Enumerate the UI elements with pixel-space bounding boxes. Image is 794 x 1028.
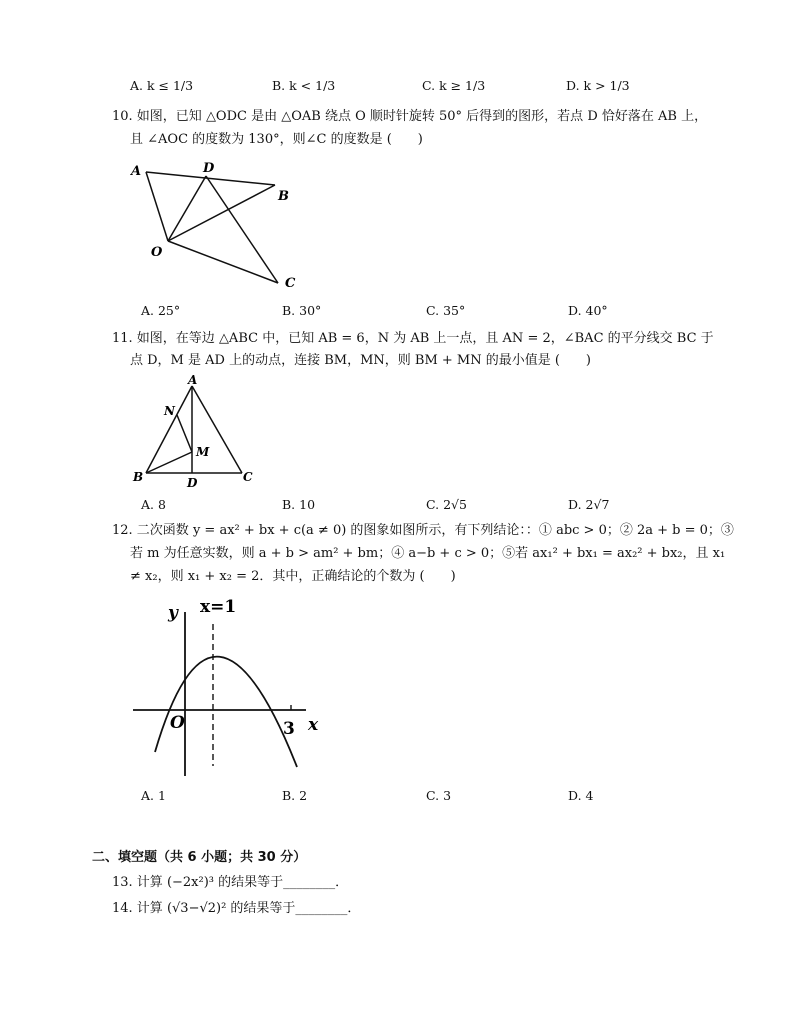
q10-option-a: A. 25° [141, 303, 181, 318]
segment-oc [168, 241, 278, 283]
q11-stem-line2: 点 D，M 是 AD 上的动点，连接 BM，MN，则 BM + MN 的最小值是 ( ) [130, 353, 592, 368]
q11-label-a: A [188, 373, 198, 387]
q9-option-d: D. k > 1/3 [566, 78, 630, 93]
q10-label-b: B [278, 189, 289, 204]
q10-label-d: D [203, 161, 215, 176]
q12-stem-line3: ≠ x₂，则 x₁ + x₂ = 2．其中，正确结论的个数为 ( ) [130, 569, 456, 584]
q12-label-axis: x=1 [200, 597, 237, 617]
q10-label-o: O [151, 245, 163, 260]
q12-option-a: A. 1 [141, 788, 166, 803]
segment-bm [146, 452, 192, 473]
q13-text: 13. 计算 (−2x²)³ 的结果等于________． [112, 875, 349, 890]
q12-option-c: C. 3 [426, 788, 452, 803]
q11-label-c: C [243, 470, 253, 484]
q9-option-b: B. k < 1/3 [272, 78, 336, 93]
segment-ao [146, 172, 168, 241]
q11-option-a: A. 8 [141, 497, 166, 512]
q12-option-b: B. 2 [282, 788, 308, 803]
q10-label-a: A [131, 164, 142, 179]
q12-label-o: O [170, 713, 185, 733]
q10-option-b: B. 30° [282, 303, 322, 318]
q11-label-m: M [196, 445, 210, 459]
segment-ab [146, 386, 192, 473]
q14-text: 14. 计算 (√3−√2)² 的结果等于________． [112, 901, 361, 916]
q11-label-n: N [164, 404, 175, 418]
q9-option-c: C. k ≥ 1/3 [422, 78, 486, 93]
q11-label-d: D [187, 476, 198, 490]
q11-label-b: B [133, 470, 144, 484]
q11-option-d: D. 2√7 [568, 497, 610, 512]
q12-label-3: 3 [283, 719, 295, 739]
q10-stem-line2: 且 ∠AOC 的度数为 130°，则∠C 的度数是 ( ) [130, 132, 423, 147]
parabola-curve [155, 657, 297, 767]
q10-figure [125, 158, 315, 293]
section-title: 二、填空题（共 6 小题；共 30 分） [92, 850, 307, 865]
segment-nm [177, 415, 192, 452]
q12-label-x: x [308, 715, 319, 735]
q12-option-d: D. 4 [568, 788, 594, 803]
q9-option-a: A. k ≤ 1/3 [130, 78, 194, 93]
q12-stem-line2: 若 m 为任意实数，则 a + b > am² + bm；④ a−b + c > 0；⑤若 ax₁² + bx₁ = ax₂² + bx₂，且 x₁ [130, 546, 726, 561]
q11-stem-line1: 11. 如图，在等边 △ABC 中，已知 AB = 6，N 为 AB 上一点，且 AN = 2，∠BAC 的平分线交 BC 于 [112, 331, 714, 346]
q12-label-y: y [168, 603, 178, 623]
q11-option-c: C. 2√5 [426, 497, 467, 512]
q12-stem-line1: 12. 二次函数 y = ax² + bx + c(a ≠ 0) 的图象如图所示，有下列结论：：① abc > 0；② 2a + b = 0；③ [112, 523, 734, 538]
q10-option-d: D. 40° [568, 303, 608, 318]
q10-option-c: C. 35° [426, 303, 466, 318]
q11-figure [128, 372, 263, 492]
q12-figure [128, 594, 333, 784]
q10-label-c: C [285, 276, 296, 291]
q11-option-b: B. 10 [282, 497, 316, 512]
segment-ac [192, 386, 242, 473]
q10-stem-line1: 10. 如图，已知 △ODC 是由 △OAB 绕点 O 顺时针旋转 50° 后得到的图形，若点 D 恰好落在 AB 上， [112, 109, 708, 124]
segment-dc [206, 176, 278, 283]
